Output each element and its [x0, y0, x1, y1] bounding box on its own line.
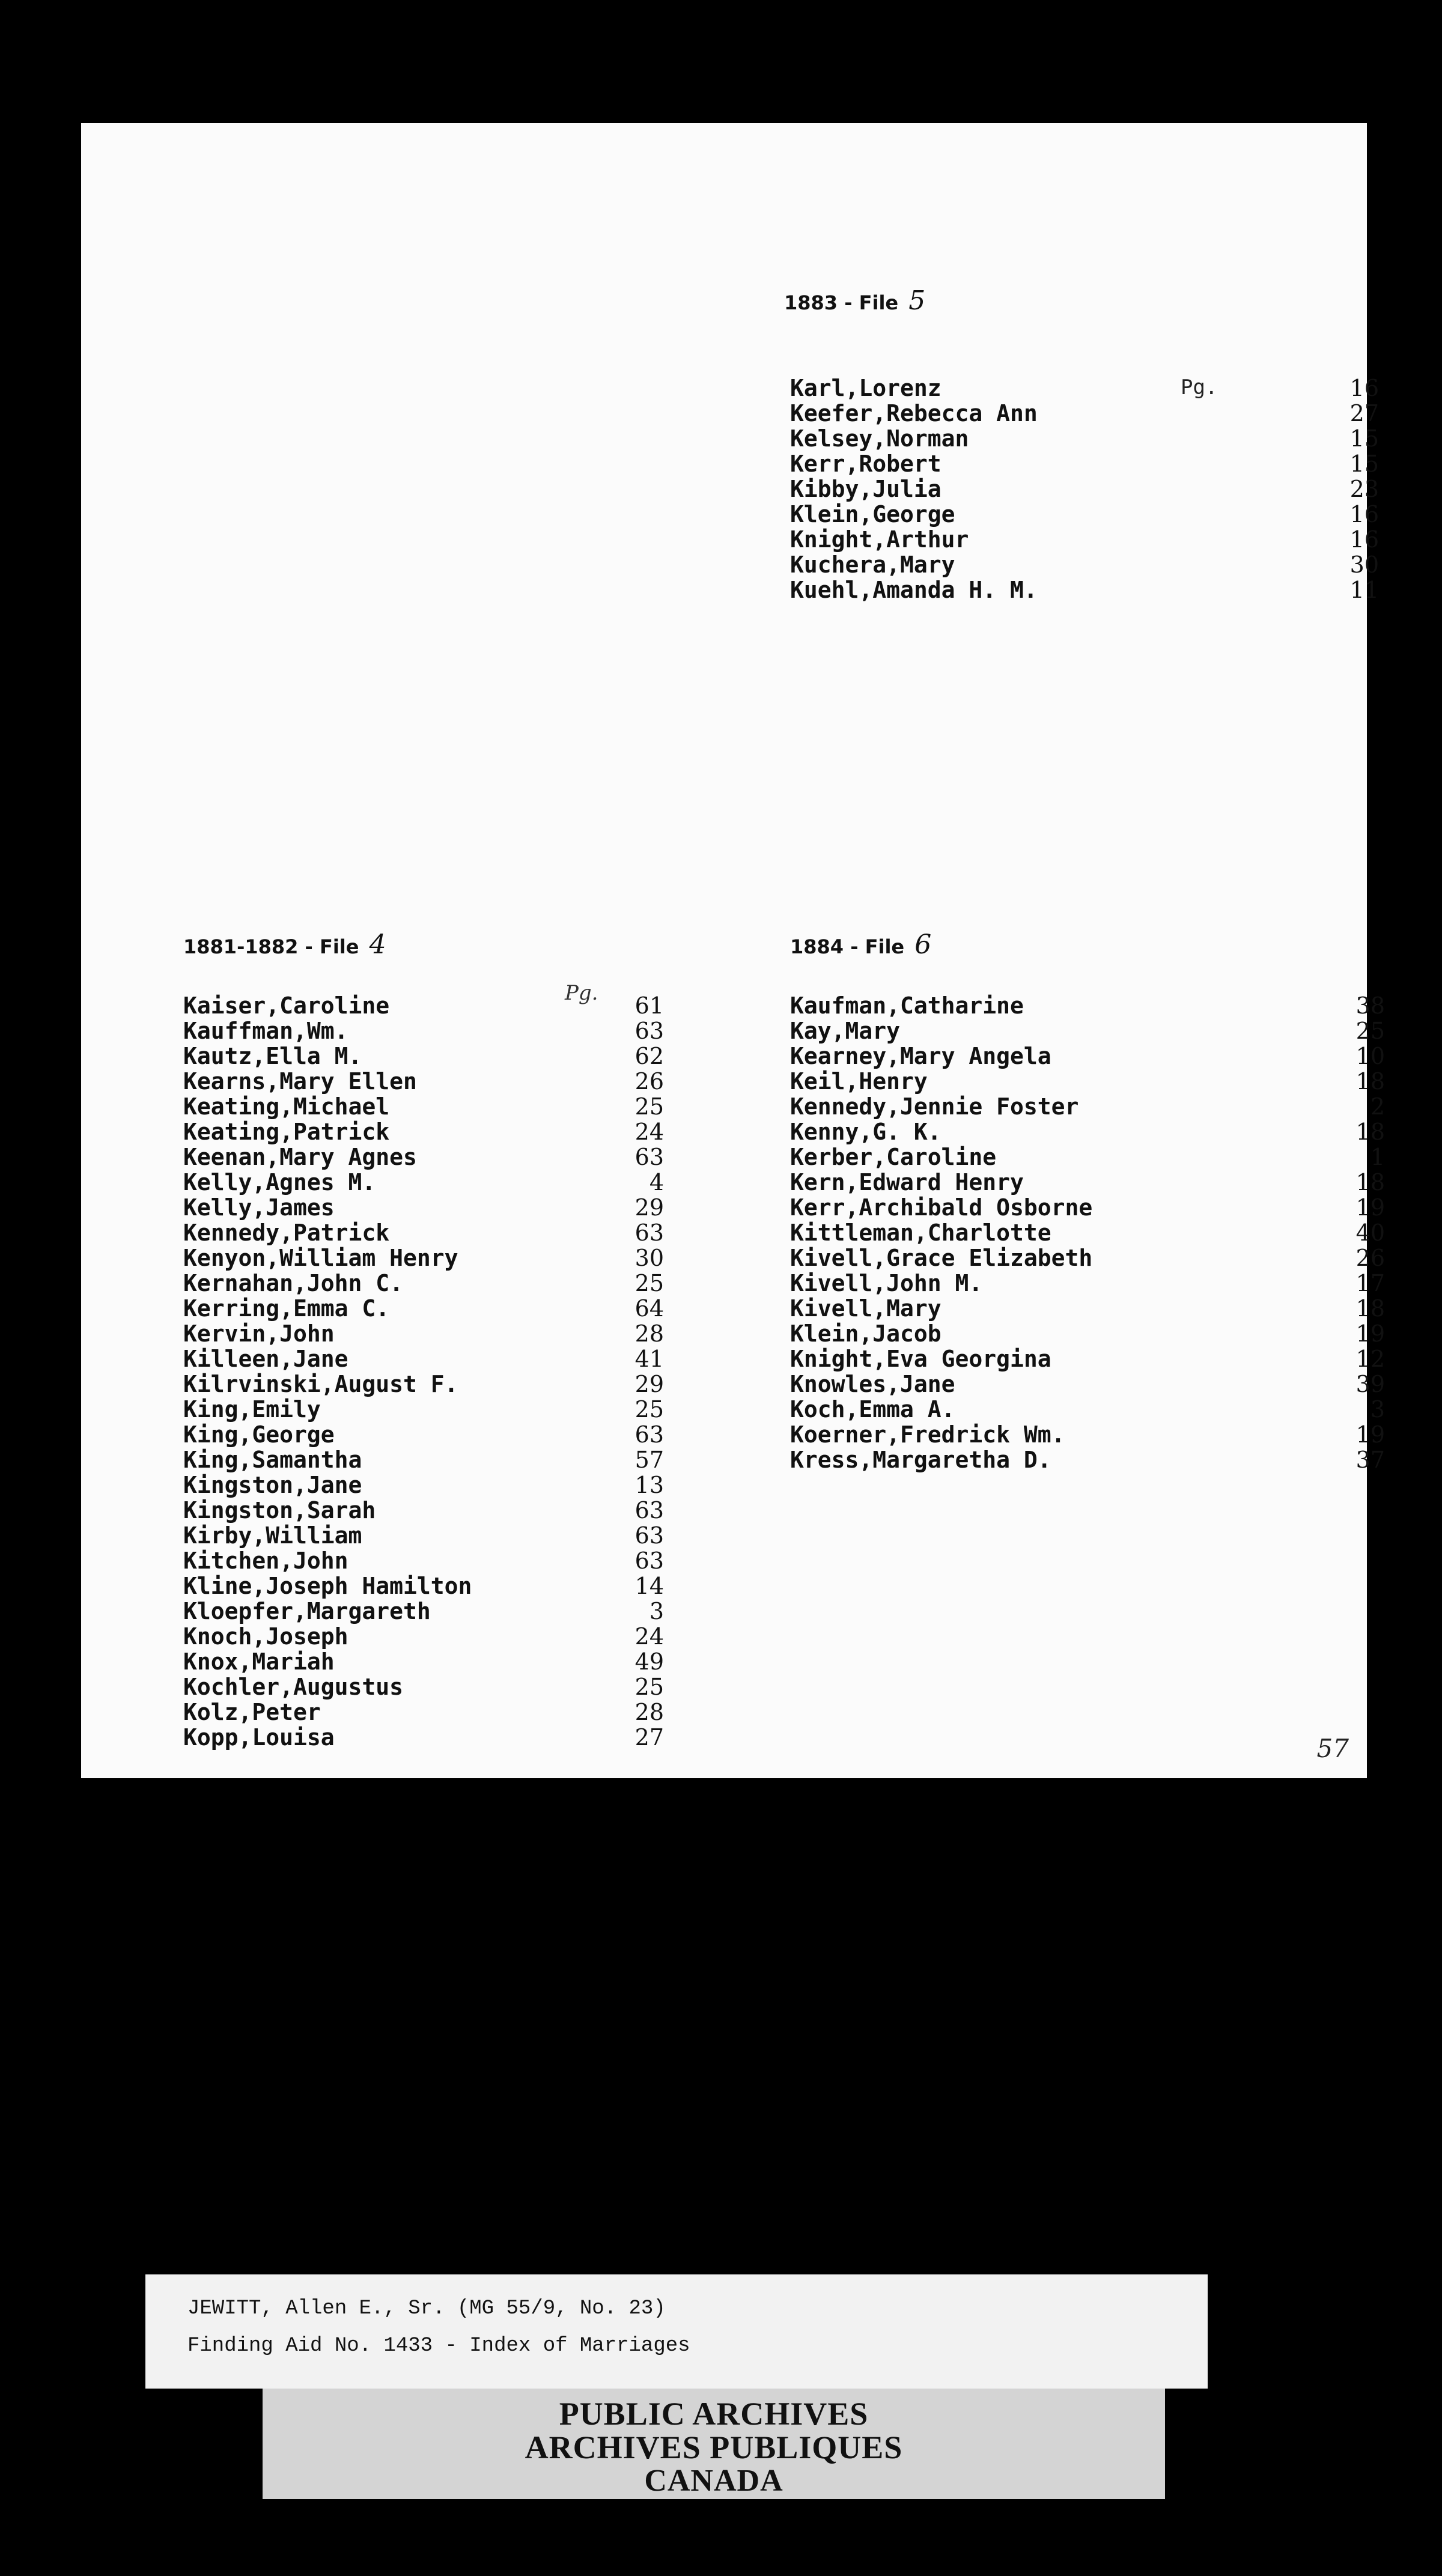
- entry-name: Kautz,Ella M.: [183, 1043, 362, 1069]
- entry-name: Kivell,Grace Elizabeth: [790, 1245, 1093, 1271]
- entry-name: Knight,Arthur: [790, 526, 969, 553]
- entry-page: 19: [1355, 1320, 1385, 1347]
- index-entry: [183, 1397, 664, 1422]
- entry-page: 13: [634, 1472, 664, 1498]
- entry-page: 63: [634, 1421, 664, 1448]
- index-entry: [183, 1119, 664, 1144]
- index-entry: [183, 1725, 664, 1750]
- entry-name: Kivell,John M.: [790, 1270, 983, 1296]
- entry-page: 61: [634, 992, 664, 1019]
- entry-page: 1: [1370, 1144, 1385, 1170]
- entry-name: Kress,Margaretha D.: [790, 1447, 1051, 1473]
- label-line-2: Finding Aid No. 1433 - Index of Marriages: [187, 2334, 690, 2357]
- section-1884-title: [790, 929, 931, 960]
- entry-page: 29: [634, 1371, 664, 1397]
- entry-name: Kingston,Sarah: [183, 1497, 376, 1523]
- entries-1884: [790, 993, 1385, 1472]
- index-entry: [183, 1422, 664, 1447]
- index-entry: [790, 1144, 1385, 1170]
- stamp-line-3: CANADA: [644, 2464, 783, 2498]
- section-title-text: 1884 - File: [790, 935, 905, 958]
- index-entry: [183, 1624, 664, 1649]
- entry-page: 2: [1370, 1093, 1385, 1120]
- entry-page: 18: [1355, 1295, 1385, 1322]
- entry-name: Killeen,Jane: [183, 1346, 348, 1372]
- section-1881-title: [183, 929, 386, 960]
- entry-page: 3: [1370, 1396, 1385, 1423]
- index-entry: [183, 1548, 664, 1573]
- entry-page: 25: [1355, 1018, 1385, 1044]
- entry-name: Kenyon,William Henry: [183, 1245, 458, 1271]
- entry-name: Kern,Edward Henry: [790, 1169, 1024, 1195]
- entry-page: 63: [634, 1220, 664, 1246]
- pg-label-1883: Pg.: [1181, 375, 1218, 399]
- entry-name: Kerber,Caroline: [790, 1144, 997, 1170]
- entry-name: Kopp,Louisa: [183, 1724, 335, 1751]
- entry-page: 27: [1349, 400, 1379, 427]
- entry-page: 29: [634, 1194, 664, 1221]
- entry-page: 18: [1355, 1119, 1385, 1145]
- entry-page: 17: [1355, 1270, 1385, 1296]
- index-entry: [790, 1346, 1385, 1372]
- index-entry: [790, 1069, 1385, 1094]
- index-entry: [790, 1195, 1385, 1220]
- entry-page: 49: [634, 1648, 664, 1675]
- index-entry: [790, 577, 1379, 603]
- entry-page: 25: [634, 1270, 664, 1296]
- section-1883-title: [784, 285, 925, 316]
- entry-page: 30: [634, 1245, 664, 1271]
- entry-page: 25: [634, 1674, 664, 1700]
- entry-page: 16: [1349, 526, 1379, 553]
- entry-name: Kennedy,Patrick: [183, 1220, 390, 1246]
- index-entry: [790, 1321, 1385, 1346]
- entry-name: Kolz,Peter: [183, 1699, 321, 1725]
- section-title-text: 1881-1882 - File: [183, 935, 359, 958]
- index-entry: [790, 502, 1379, 527]
- index-entry: [790, 1119, 1385, 1144]
- index-entry: [183, 1372, 664, 1397]
- index-entry: [183, 1069, 664, 1094]
- pg-label-1881: Pg.: [565, 981, 598, 1005]
- index-entry: [790, 1447, 1385, 1472]
- index-entry: [183, 1498, 664, 1523]
- index-entry: [183, 1245, 664, 1271]
- entry-page: 14: [634, 1573, 664, 1599]
- entry-page: 57: [634, 1447, 664, 1473]
- folio-number: 57: [1316, 1734, 1349, 1763]
- index-entry: [183, 1018, 664, 1043]
- entry-page: 11: [1349, 577, 1379, 603]
- index-entry: [183, 1523, 664, 1548]
- index-entry: [183, 1599, 664, 1624]
- entry-page: 63: [634, 1548, 664, 1574]
- entry-name: Kivell,Mary: [790, 1295, 942, 1322]
- entry-name: Kerr,Robert: [790, 451, 942, 477]
- entry-name: Kelly,James: [183, 1194, 335, 1221]
- stamp-line-2: ARCHIVES PUBLIQUES: [525, 2429, 903, 2465]
- entry-page: 15: [1349, 451, 1379, 477]
- entry-page: 40: [1355, 1220, 1385, 1246]
- index-entry: [183, 1447, 664, 1472]
- entry-name: Keefer,Rebecca Ann: [790, 400, 1038, 427]
- index-entry: [183, 1094, 664, 1119]
- index-entry: [183, 1043, 664, 1069]
- index-entry: [183, 1700, 664, 1725]
- index-entry: [790, 1296, 1385, 1321]
- entry-page: 62: [634, 1043, 664, 1069]
- index-entry: [790, 1018, 1385, 1043]
- entry-name: Knight,Eva Georgina: [790, 1346, 1051, 1372]
- entry-page: 12: [1355, 1346, 1385, 1372]
- entry-page: 63: [634, 1144, 664, 1170]
- entry-name: Kloepfer,Margareth: [183, 1598, 431, 1624]
- entry-name: Klein,Jacob: [790, 1320, 942, 1347]
- entry-page: 37: [1355, 1447, 1385, 1473]
- entry-page: 38: [1355, 992, 1385, 1019]
- entry-name: Kochler,Augustus: [183, 1674, 404, 1700]
- entry-name: Kibby,Julia: [790, 476, 942, 502]
- index-entry: [790, 1220, 1385, 1245]
- file-number: 5: [908, 285, 926, 316]
- entry-page: 25: [634, 1396, 664, 1423]
- document-page: [81, 123, 1385, 1778]
- entry-name: Keating,Michael: [183, 1093, 390, 1120]
- entry-name: King,George: [183, 1421, 335, 1448]
- index-entry: [183, 1271, 664, 1296]
- entry-name: Knowles,Jane: [790, 1371, 955, 1397]
- entry-page: 18: [1355, 1068, 1385, 1095]
- index-entry: [790, 1043, 1385, 1069]
- entry-name: Kernahan,John C.: [183, 1270, 404, 1296]
- entry-name: Kaiser,Caroline: [183, 992, 390, 1019]
- entry-name: Keenan,Mary Agnes: [183, 1144, 417, 1170]
- index-entry: [790, 1422, 1385, 1447]
- index-entry: [183, 1170, 664, 1195]
- entry-page: 24: [634, 1119, 664, 1145]
- entry-page: 27: [634, 1724, 664, 1751]
- index-entry: [183, 1144, 664, 1170]
- entry-name: Knox,Mariah: [183, 1648, 335, 1675]
- label-line-1: JEWITT, Allen E., Sr. (MG 55/9, No. 23): [187, 2297, 666, 2320]
- entries-1881: [183, 993, 664, 1750]
- entry-page: 63: [634, 1522, 664, 1549]
- entry-name: Kingston,Jane: [183, 1472, 362, 1498]
- index-entry: [790, 1372, 1385, 1397]
- file-number: 6: [914, 929, 932, 960]
- entry-page: 16: [1349, 375, 1379, 401]
- entry-page: 63: [634, 1497, 664, 1523]
- entry-page: 26: [1355, 1245, 1385, 1271]
- entry-page: 26: [634, 1068, 664, 1095]
- entry-page: 39: [1355, 1371, 1385, 1397]
- index-entry: [790, 1397, 1385, 1422]
- entry-page: 15: [1349, 425, 1379, 452]
- entry-name: Kearns,Mary Ellen: [183, 1068, 417, 1095]
- entry-page: 18: [1355, 1169, 1385, 1195]
- index-entry: [183, 1346, 664, 1372]
- index-entry: [183, 1573, 664, 1599]
- entry-name: Kelsey,Norman: [790, 425, 969, 452]
- entry-page: 41: [634, 1346, 664, 1372]
- index-entry: [790, 1170, 1385, 1195]
- section-title-text: 1883 - File: [784, 291, 899, 314]
- entry-page: 23: [1349, 476, 1379, 502]
- entry-page: 25: [634, 1093, 664, 1120]
- entry-name: Kaufman,Catharine: [790, 992, 1024, 1019]
- entry-page: 19: [1355, 1194, 1385, 1221]
- index-entry: [790, 1245, 1385, 1271]
- index-entry: [183, 1220, 664, 1245]
- entry-page: 64: [634, 1295, 664, 1322]
- entry-page: 28: [634, 1320, 664, 1347]
- entry-name: Keating,Patrick: [183, 1119, 390, 1145]
- index-entry: [183, 1649, 664, 1674]
- entry-name: Knoch,Joseph: [183, 1623, 348, 1650]
- entry-name: King,Samantha: [183, 1447, 362, 1473]
- entry-name: King,Emily: [183, 1396, 321, 1423]
- entries-1883: [790, 375, 1379, 603]
- stamp-line-1: PUBLIC ARCHIVES: [559, 2396, 869, 2432]
- entry-name: Kirby,William: [183, 1522, 362, 1549]
- entry-page: 3: [649, 1598, 664, 1624]
- index-entry: [183, 1472, 664, 1498]
- entry-page: 4: [649, 1169, 664, 1195]
- entry-name: Kauffman,Wm.: [183, 1018, 348, 1044]
- entry-name: Kitchen,John: [183, 1548, 348, 1574]
- index-entry: [790, 1094, 1385, 1119]
- index-entry: [790, 993, 1385, 1018]
- index-entry: [790, 401, 1379, 426]
- entry-name: Karl,Lorenz: [790, 375, 942, 401]
- entry-name: Keil,Henry: [790, 1068, 928, 1095]
- index-entry: [183, 1321, 664, 1346]
- index-entry: [183, 1195, 664, 1220]
- entry-name: Kay,Mary: [790, 1018, 901, 1044]
- index-entry: [790, 1271, 1385, 1296]
- entry-name: Kittleman,Charlotte: [790, 1220, 1051, 1246]
- index-entry: [790, 552, 1379, 577]
- file-number: 4: [369, 929, 386, 960]
- index-entry: [790, 426, 1379, 451]
- index-entry: [790, 451, 1379, 476]
- entry-name: Kuehl,Amanda H. M.: [790, 577, 1038, 603]
- entry-page: 28: [634, 1699, 664, 1725]
- entry-page: 10: [1355, 1043, 1385, 1069]
- entry-name: Kline,Joseph Hamilton: [183, 1573, 472, 1599]
- entry-name: Kennedy,Jennie Foster: [790, 1093, 1079, 1120]
- index-entry: [183, 1296, 664, 1321]
- archives-stamp: [263, 2397, 1165, 2498]
- entry-page: 30: [1349, 551, 1379, 578]
- entry-name: Koerner,Fredrick Wm.: [790, 1421, 1065, 1448]
- index-entry: [183, 993, 664, 1018]
- entry-page: 63: [634, 1018, 664, 1044]
- index-entry: [790, 375, 1379, 401]
- index-entry: [790, 527, 1379, 552]
- entry-name: Kearney,Mary Angela: [790, 1043, 1051, 1069]
- entry-page: 19: [1355, 1421, 1385, 1448]
- entry-name: Koch,Emma A.: [790, 1396, 955, 1423]
- index-entry: [790, 476, 1379, 502]
- entry-name: Kuchera,Mary: [790, 551, 955, 578]
- entry-name: Kerring,Emma C.: [183, 1295, 390, 1322]
- entry-page: 24: [634, 1623, 664, 1650]
- entry-name: Kervin,John: [183, 1320, 335, 1347]
- index-entry: [183, 1674, 664, 1700]
- entry-name: Kerr,Archibald Osborne: [790, 1194, 1093, 1221]
- entry-name: Kenny,G. K.: [790, 1119, 942, 1145]
- entry-name: Kelly,Agnes M.: [183, 1169, 376, 1195]
- finding-aid-label: [145, 2274, 1208, 2389]
- entry-page: 16: [1349, 501, 1379, 527]
- entry-name: Klein,George: [790, 501, 955, 527]
- entry-name: Kilrvinski,August F.: [183, 1371, 458, 1397]
